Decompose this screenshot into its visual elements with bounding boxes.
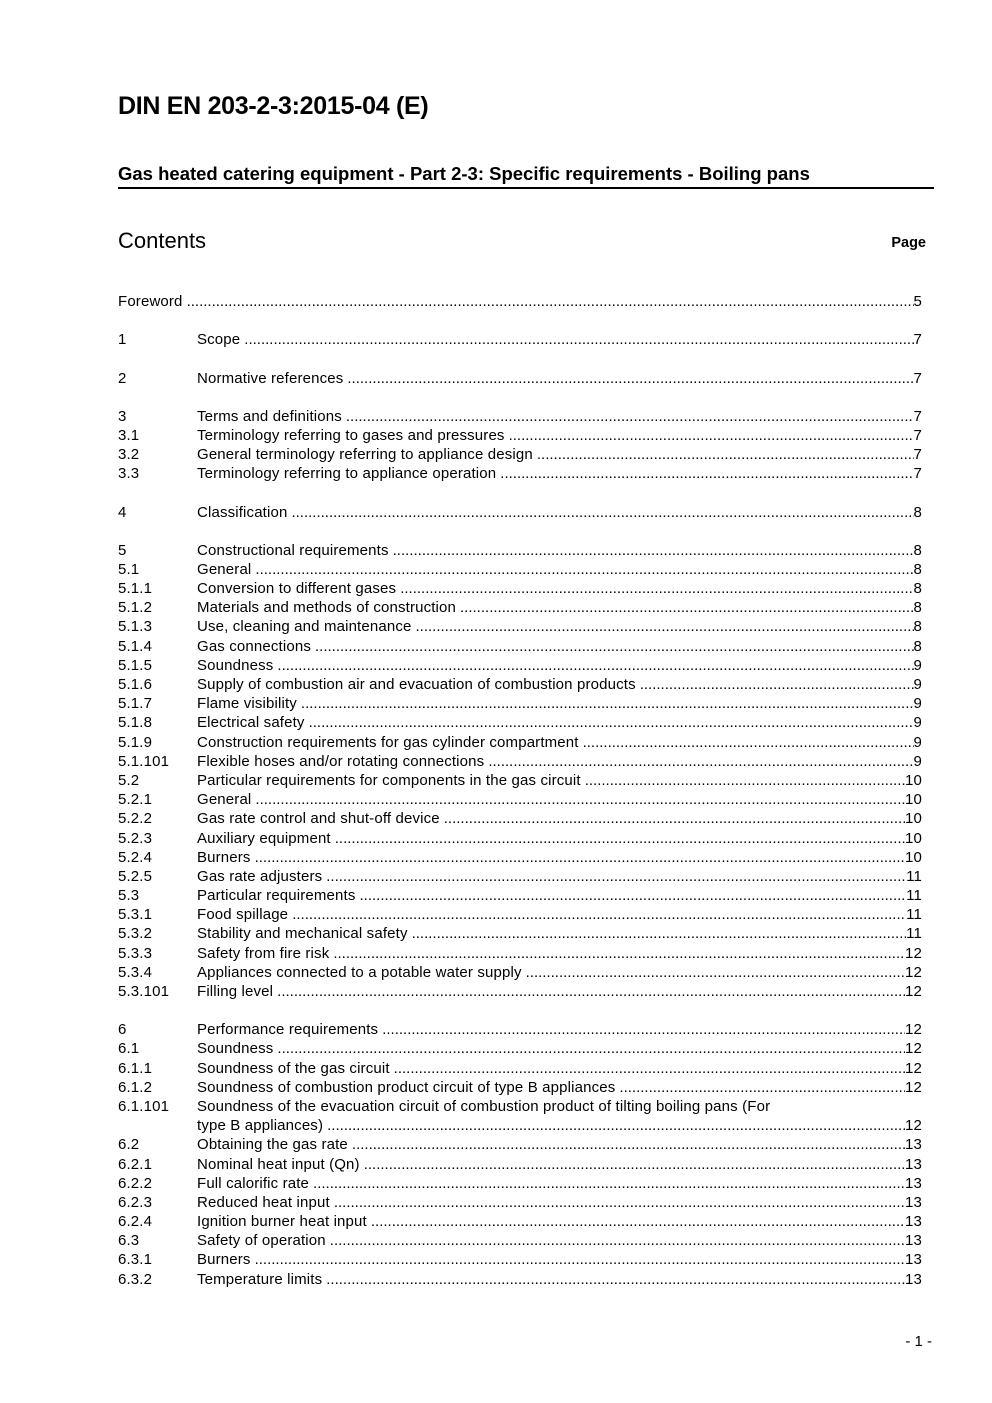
toc-entry-number: 5.3.101 — [118, 983, 170, 1000]
toc-entry[interactable] — [118, 1154, 922, 1173]
toc-entry[interactable] — [118, 732, 922, 751]
toc-entry-number: 6.2.2 — [118, 1174, 153, 1192]
toc-entry-title: Flame visibility — [197, 695, 297, 713]
toc-entry-number: 5.1.9 — [118, 733, 153, 751]
toc-entry[interactable] — [118, 560, 922, 579]
toc-entry[interactable] — [118, 867, 922, 886]
toc-entry-title: Constructional requirements — [197, 541, 389, 559]
dot-leader — [500, 464, 913, 483]
dot-leader — [301, 694, 914, 713]
toc-entry[interactable] — [118, 292, 922, 311]
toc-entry-number: 5.2.2 — [118, 810, 153, 828]
toc-entry-number: 6.3.1 — [118, 1251, 153, 1269]
toc-entry-page: 12 — [905, 963, 922, 981]
dot-leader — [255, 848, 905, 867]
toc-entry-page: 13 — [905, 1270, 922, 1288]
toc-entry-title: Safety from fire risk — [197, 944, 330, 962]
toc-entry-title: Nominal heat input (Qn) — [197, 1155, 360, 1173]
toc-entry-number: 5.1 — [118, 560, 140, 578]
toc-entry-number: 6.1.2 — [118, 1078, 153, 1096]
toc-entry-page: 13 — [905, 1155, 922, 1173]
dot-leader — [292, 905, 906, 924]
toc-entry-title: Reduced heat input — [197, 1193, 330, 1211]
toc-entry[interactable] — [118, 464, 922, 483]
toc-entry-page: 7 — [913, 331, 922, 349]
toc-entry-title: Food spillage — [197, 906, 289, 924]
dot-leader — [277, 656, 913, 675]
toc-entry-title: Terminology referring to gases and pressures — [197, 426, 505, 444]
toc-entry-title: Soundness — [197, 1040, 274, 1058]
toc-entry-number: 6.1 — [118, 1040, 140, 1058]
dot-leader — [360, 886, 907, 905]
toc-entry[interactable] — [118, 790, 922, 809]
toc-entry-title: Temperature limits — [197, 1270, 323, 1288]
page-number: - 1 - — [905, 1333, 932, 1350]
toc-entry[interactable] — [118, 963, 922, 982]
toc-entry[interactable] — [118, 1193, 922, 1212]
toc-entry-page: 12 — [905, 983, 922, 1000]
document-id: DIN EN 203-2-3:2015-04 (E) — [118, 92, 429, 120]
toc-entry-page: 8 — [913, 599, 922, 617]
dot-leader — [291, 503, 913, 522]
toc-entry[interactable] — [118, 886, 922, 905]
toc-entry[interactable] — [118, 771, 922, 790]
dot-leader — [509, 426, 914, 445]
toc-entry-page: 11 — [906, 925, 922, 943]
dot-leader — [347, 369, 913, 388]
dot-leader — [309, 713, 914, 732]
toc-entry[interactable] — [118, 1135, 922, 1154]
toc-entry-title-continued: type B appliances) — [197, 1117, 324, 1135]
toc-entry-number: 5.1.2 — [118, 599, 153, 617]
dot-leader — [640, 675, 914, 694]
toc-entry-title: General terminology referring to appliance design — [197, 446, 533, 464]
toc-entry-title: Terminology referring to appliance operation — [197, 465, 497, 483]
toc-entry[interactable] — [118, 1058, 922, 1077]
toc-entry[interactable] — [118, 598, 922, 617]
toc-entry[interactable] — [118, 445, 922, 464]
toc-entry-page: 13 — [905, 1213, 922, 1231]
toc-entry-number: 3 — [118, 407, 127, 425]
toc-entry[interactable] — [118, 541, 922, 560]
toc-entry-number: 5.1.7 — [118, 695, 153, 713]
toc-entry-number: 5.2.3 — [118, 829, 153, 847]
toc-entry-title: Particular requirements — [197, 887, 356, 905]
contents-heading: Contents — [118, 228, 207, 253]
toc-entry-number: 5.1.4 — [118, 637, 153, 655]
dot-leader — [537, 445, 914, 464]
toc-entry[interactable] — [118, 407, 922, 426]
toc-entry-page: 8 — [913, 580, 922, 598]
toc-entry-title: Soundness — [197, 656, 274, 674]
toc-entry-title: Gas rate adjusters — [197, 867, 323, 885]
toc-entry[interactable] — [118, 848, 922, 867]
toc-entry-number: 5 — [118, 541, 127, 559]
toc-entry-number: 6.3 — [118, 1232, 140, 1250]
toc-entry[interactable] — [118, 924, 922, 943]
toc-entry-number: 5.3.4 — [118, 963, 153, 981]
dot-leader — [315, 637, 914, 656]
toc-entry-page: 10 — [905, 829, 922, 847]
toc-entry[interactable] — [118, 1174, 922, 1193]
toc-entry-page: 10 — [905, 791, 922, 809]
dot-leader — [346, 407, 914, 426]
toc-entry-number: 5.3.1 — [118, 906, 153, 924]
toc-entry-page: 12 — [905, 1117, 922, 1135]
toc-entry-number: 6.1.1 — [118, 1059, 153, 1077]
toc-entry-page: 10 — [905, 810, 922, 828]
toc-entry-title: Stability and mechanical safety — [197, 925, 408, 943]
dot-leader — [326, 867, 906, 886]
toc-entry-page: 13 — [905, 1136, 922, 1154]
dot-leader — [460, 598, 913, 617]
toc-entry-page: 9 — [913, 714, 922, 732]
toc-entry-title: Flexible hoses and/or rotating connections — [197, 752, 485, 770]
toc-entry-number: 6.2 — [118, 1136, 140, 1154]
toc-entry[interactable] — [118, 1231, 922, 1250]
toc-entry-page: 10 — [905, 771, 922, 789]
dot-leader — [619, 1078, 905, 1097]
toc-entry-title: Full calorific rate — [197, 1174, 310, 1192]
toc-entry-title: Materials and methods of construction — [197, 599, 457, 617]
toc-entry-number: 6 — [118, 1021, 127, 1039]
toc-entry-number: 6.2.4 — [118, 1213, 153, 1231]
toc-entry-page: 9 — [913, 752, 922, 770]
toc-entry[interactable] — [118, 617, 922, 636]
toc-entry-title: General — [197, 560, 252, 578]
dot-leader — [371, 1212, 905, 1231]
toc-entry-page: 11 — [906, 867, 922, 885]
toc-entry-title: Terms and definitions — [197, 407, 342, 425]
toc-entry[interactable] — [118, 1097, 922, 1135]
toc-entry-title: Obtaining the gas rate — [197, 1136, 348, 1154]
toc-entry[interactable] — [118, 330, 922, 349]
dot-leader — [313, 1174, 905, 1193]
toc-entry-title: Soundness of the evacuation circuit of combustion product of tilting boiling pans (For — [197, 1097, 771, 1115]
dot-leader — [393, 541, 914, 560]
toc-entry-number: 3.1 — [118, 426, 140, 444]
toc-entry-page: 7 — [913, 446, 922, 464]
toc-entry-page: 11 — [906, 906, 922, 924]
toc-entry-page: 12 — [905, 944, 922, 962]
toc-entry-title: Supply of combustion air and evacuation of combustion products — [197, 676, 636, 693]
toc-entry-page: 9 — [913, 656, 922, 674]
toc-entry-title: Burners — [197, 1251, 251, 1269]
toc-entry-page: 7 — [913, 465, 922, 483]
toc-entry-page: 5 — [913, 293, 922, 311]
dot-leader — [394, 1059, 905, 1078]
dot-leader — [488, 752, 913, 771]
toc-entry-number: 5.1.5 — [118, 656, 153, 674]
dot-leader — [526, 963, 905, 982]
toc-entry-title: Electrical safety — [197, 714, 305, 732]
dot-leader — [335, 829, 905, 848]
toc-entry-page: 7 — [913, 407, 922, 425]
toc-entry-page: 9 — [913, 695, 922, 713]
table-of-contents — [118, 292, 922, 1289]
toc-entry-page: 13 — [905, 1193, 922, 1211]
dot-leader — [583, 733, 914, 752]
dot-leader — [255, 560, 913, 579]
document-subtitle: Gas heated catering equipment - Part 2-3: Specific requirements - Boiling pans — [118, 164, 934, 189]
toc-entry[interactable] — [118, 943, 922, 962]
toc-entry-title: Appliances connected to a potable water supply — [197, 963, 522, 981]
toc-entry-title: Filling level — [197, 983, 274, 1000]
toc-entry-page: 12 — [905, 1040, 922, 1058]
toc-entry[interactable] — [118, 1078, 922, 1097]
dot-leader — [334, 1193, 905, 1212]
dot-leader — [382, 1020, 905, 1039]
toc-entry-number: 2 — [118, 369, 127, 387]
toc-entry-title: Gas connections — [197, 637, 311, 655]
toc-entry-number: 5.2.4 — [118, 848, 153, 866]
page-column-heading: Page — [891, 235, 926, 251]
toc-entry-page: 8 — [913, 541, 922, 559]
dot-leader — [400, 579, 913, 598]
dot-leader — [364, 1155, 905, 1174]
toc-entry-title: Conversion to different gases — [197, 580, 397, 598]
dot-leader — [585, 771, 905, 790]
toc-entry-page: 12 — [905, 1021, 922, 1039]
toc-entry-page: 8 — [913, 637, 922, 655]
dot-leader — [327, 1116, 905, 1135]
toc-entry-number: 5.2 — [118, 771, 140, 789]
toc-entry[interactable] — [118, 982, 922, 1001]
dot-leader — [277, 1039, 905, 1058]
toc-entry-page: 8 — [913, 560, 922, 578]
toc-entry-number: 5.1.8 — [118, 714, 153, 732]
toc-entry-page: 7 — [913, 369, 922, 387]
toc-entry[interactable] — [118, 752, 922, 771]
toc-entry-number: 4 — [118, 503, 127, 521]
dot-leader — [444, 809, 905, 828]
toc-entry-title: Soundness of the gas circuit — [197, 1059, 390, 1077]
toc-entry[interactable] — [118, 1250, 922, 1269]
toc-entry-number: 1 — [118, 331, 127, 349]
toc-entry-title: Scope — [197, 331, 241, 349]
toc-entry[interactable] — [118, 368, 922, 387]
toc-entry-title: Particular requirements for components in the gas circuit — [197, 771, 581, 789]
toc-entry[interactable] — [118, 828, 922, 847]
toc-entry-number: 5.1.3 — [118, 618, 153, 636]
toc-entry-title: Use, cleaning and maintenance — [197, 618, 412, 636]
toc-entry-number: 5.3 — [118, 887, 140, 905]
toc-entry[interactable] — [118, 713, 922, 732]
toc-entry[interactable] — [118, 905, 922, 924]
dot-leader — [187, 292, 914, 311]
toc-entry-page: 9 — [913, 676, 922, 693]
dot-leader — [330, 1231, 905, 1250]
toc-entry-page: 9 — [913, 733, 922, 751]
toc-entry-page: 10 — [905, 848, 922, 866]
toc-entry[interactable] — [118, 1212, 922, 1231]
toc-entry[interactable] — [118, 636, 922, 655]
toc-entry[interactable] — [118, 1039, 922, 1058]
toc-entry-page: 8 — [913, 503, 922, 521]
toc-entry[interactable] — [118, 809, 922, 828]
toc-entry[interactable] — [118, 675, 922, 694]
toc-entry-page: 7 — [913, 426, 922, 444]
toc-entry-number: 6.1.101 — [118, 1097, 170, 1115]
dot-leader — [333, 944, 905, 963]
toc-entry[interactable] — [118, 502, 922, 521]
toc-entry-title: Foreword — [118, 293, 183, 311]
toc-entry-title: General — [197, 791, 252, 809]
dot-leader — [326, 1270, 905, 1289]
dot-leader — [255, 1250, 905, 1269]
toc-entry[interactable] — [118, 426, 922, 445]
toc-entry-title: Ignition burner heat input — [197, 1213, 367, 1231]
dot-leader — [412, 924, 907, 943]
toc-entry-number: 5.1.6 — [118, 676, 153, 693]
toc-entry-number: 5.3.2 — [118, 925, 153, 943]
toc-entry[interactable] — [118, 656, 922, 675]
toc-entry[interactable] — [118, 694, 922, 713]
dot-leader — [352, 1135, 905, 1154]
dot-leader — [416, 617, 914, 636]
toc-entry-page: 13 — [905, 1232, 922, 1250]
toc-entry-title: Construction requirements for gas cylinder compartment — [197, 733, 579, 751]
toc-entry-title: Auxiliary equipment — [197, 829, 331, 847]
dot-leader — [244, 330, 913, 349]
toc-entry[interactable] — [118, 1269, 922, 1288]
toc-entry-number: 3.2 — [118, 446, 140, 464]
toc-entry-page: 13 — [905, 1174, 922, 1192]
toc-entry-number: 5.2.1 — [118, 791, 153, 809]
toc-entry-page: 11 — [906, 887, 922, 905]
toc-entry-number: 6.2.3 — [118, 1193, 153, 1211]
toc-entry-title: Classification — [197, 503, 288, 521]
toc-entry-title: Soundness of combustion product circuit of type B appliances — [197, 1078, 616, 1096]
toc-entry-number: 6.2.1 — [118, 1155, 153, 1173]
toc-entry-title: Gas rate control and shut-off device — [197, 810, 440, 828]
dot-leader — [277, 982, 905, 1001]
toc-entry-title: Normative references — [197, 369, 344, 387]
toc-entry-number: 5.2.5 — [118, 867, 153, 885]
toc-entry-page: 12 — [905, 1078, 922, 1096]
toc-entry-page: 13 — [905, 1251, 922, 1269]
toc-entry-number: 6.3.2 — [118, 1270, 153, 1288]
toc-entry-number: 3.3 — [118, 465, 140, 483]
toc-entry[interactable] — [118, 1020, 922, 1039]
toc-entry[interactable] — [118, 579, 922, 598]
toc-entry-page: 8 — [913, 618, 922, 636]
toc-entry-number: 5.3.3 — [118, 944, 153, 962]
toc-entry-title: Performance requirements — [197, 1021, 379, 1039]
toc-entry-number: 5.1.101 — [118, 752, 170, 770]
toc-entry-number: 5.1.1 — [118, 580, 153, 598]
dot-leader — [255, 790, 905, 809]
toc-entry-title: Burners — [197, 848, 251, 866]
toc-entry-page: 12 — [905, 1059, 922, 1077]
toc-entry-title: Safety of operation — [197, 1232, 326, 1250]
